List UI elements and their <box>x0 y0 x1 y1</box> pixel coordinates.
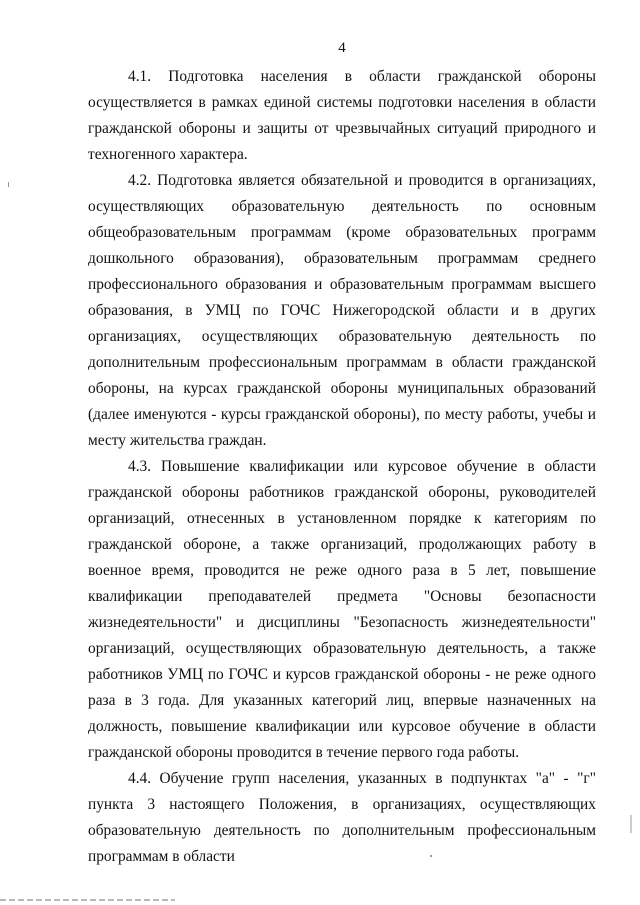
paragraph-4-3: 4.3. Повышение квалификации или курсовое обучение в области гражданской обороны работников гражданской обороны, руководителей организаций, отнесенных в установленном порядке к категориям по гражданской обороне, а также организаций, продолжающих работу в военное время, проводится не реже одного раза в 5 лет, повышение квалификации преподавателей предмета "Основы безопасности жизнедеятельности" и дисциплины "Безопасность жизнедеятельности" организаций, осуществляющих образовательную деятельность, а также работников УМЦ по ГОЧС и курсов гражданской обороны - не реже одного раза в 3 года. Для указанных категорий лиц, впервые назначенных на должность, повышение квалификации или курсовое обучение в области гражданской обороны проводится в течение первого года работы. <box>88 458 596 761</box>
paragraph-4-1: 4.1. Подготовка населения в области гражданской обороны осуществляется в рамках единой системы подготовки населения в области гражданской обороны и защиты от чрезвычайных ситуаций природного и техногенного характера. <box>88 68 596 163</box>
scan-speck-left <box>8 182 9 187</box>
document-page <box>88 38 596 870</box>
page-number: 4 <box>338 40 346 56</box>
scan-speck-right <box>630 815 632 833</box>
paragraph-4-2: 4.2. Подготовка является обязательной и проводится в организациях, осуществляющих образовательную деятельность по основным общеобразовательным программам (кроме образовательных программ дошкольного образования), образовательным программам среднего профессионального образования и образовательным программам высшего образования, в УМЦ по ГОЧС Нижегородской области и в других организациях, осуществляющих образовательную деятельность по дополнительным профессиональным программам в области гражданской обороны, на курсах гражданской обороны муниципальных образований (далее именуются - курсы гражданской обороны), по месту работы, учебы и месту жительства граждан. <box>88 172 596 449</box>
scan-speck-bottom <box>430 855 432 857</box>
scan-edge-rule <box>0 899 175 901</box>
paragraph-4-4: 4.4. Обучение групп населения, указанных в подпунктах "а" - "г" пункта 3 настоящего Положения, в организациях, осуществляющих образовательную деятельность по дополнительным профессиональным программам в области <box>88 770 596 865</box>
